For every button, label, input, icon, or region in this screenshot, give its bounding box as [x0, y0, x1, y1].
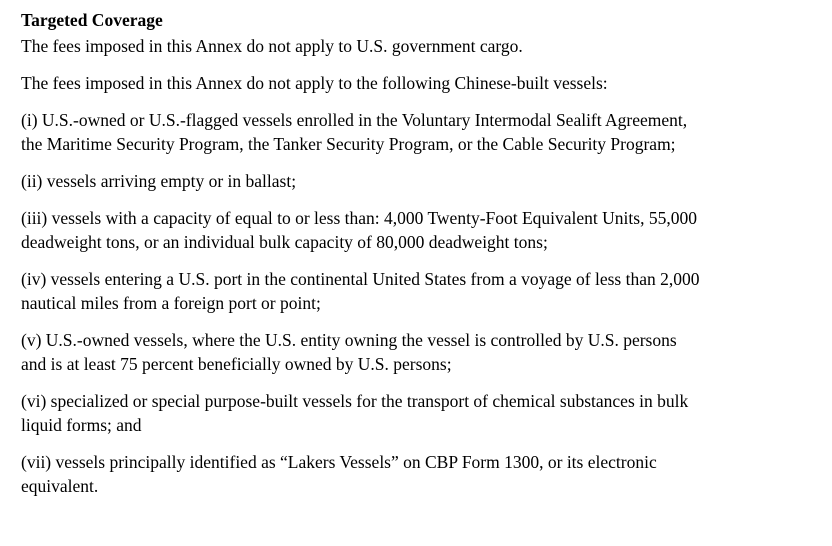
exemption-item-vii — [21, 450, 821, 498]
exemption-item-v — [21, 328, 821, 376]
exemption-item-v-line-1: (v) U.S.-owned vessels, where the U.S. entity owning the vessel is controlled by U.S. persons — [21, 330, 677, 350]
exemption-item-iv-line-2: nautical miles from a foreign port or point; — [21, 293, 321, 313]
exemption-item-vi-line-2: liquid forms; and — [21, 415, 142, 435]
exemption-item-ii-line-1: (ii) vessels arriving empty or in ballast; — [21, 171, 297, 191]
document-body — [21, 8, 821, 511]
exemption-item-vii-line-1: (vii) vessels principally identified as “Lakers Vessels” on CBP Form 1300, or its electronic — [21, 452, 657, 472]
exemption-item-iii-line-2: deadweight tons, or an individual bulk capacity of 80,000 deadweight tons; — [21, 232, 548, 252]
intro-paragraph-government-cargo: The fees imposed in this Annex do not apply to U.S. government cargo. — [21, 36, 523, 56]
exemption-item-i-line-1: (i) U.S.-owned or U.S.-flagged vessels enrolled in the Voluntary Intermodal Sealift Agreement, — [21, 110, 688, 130]
exemption-item-vii-line-2: equivalent. — [21, 476, 99, 496]
exemption-item-i — [21, 108, 821, 156]
exemption-item-iv — [21, 267, 821, 315]
exemption-item-iv-line-1: (iv) vessels entering a U.S. port in the continental United States from a voyage of less than 2,000 — [21, 269, 700, 289]
exemption-item-v-line-2: and is at least 75 percent beneficially owned by U.S. persons; — [21, 354, 452, 374]
section-heading: Targeted Coverage — [21, 10, 163, 30]
intro-paragraph-exempt-vessels: The fees imposed in this Annex do not apply to the following Chinese-built vessels: — [21, 73, 608, 93]
exemption-item-iii — [21, 206, 821, 254]
exemption-item-iii-line-1: (iii) vessels with a capacity of equal to or less than: 4,000 Twenty-Foot Equivalent Units, 55,000 — [21, 208, 697, 228]
exemption-item-ii — [21, 169, 821, 193]
exemption-item-vi — [21, 389, 821, 437]
exemption-item-vi-line-1: (vi) specialized or special purpose-built vessels for the transport of chemical substances in bulk — [21, 391, 689, 411]
exemption-item-i-line-2: the Maritime Security Program, the Tanker Security Program, or the Cable Security Program; — [21, 134, 676, 154]
